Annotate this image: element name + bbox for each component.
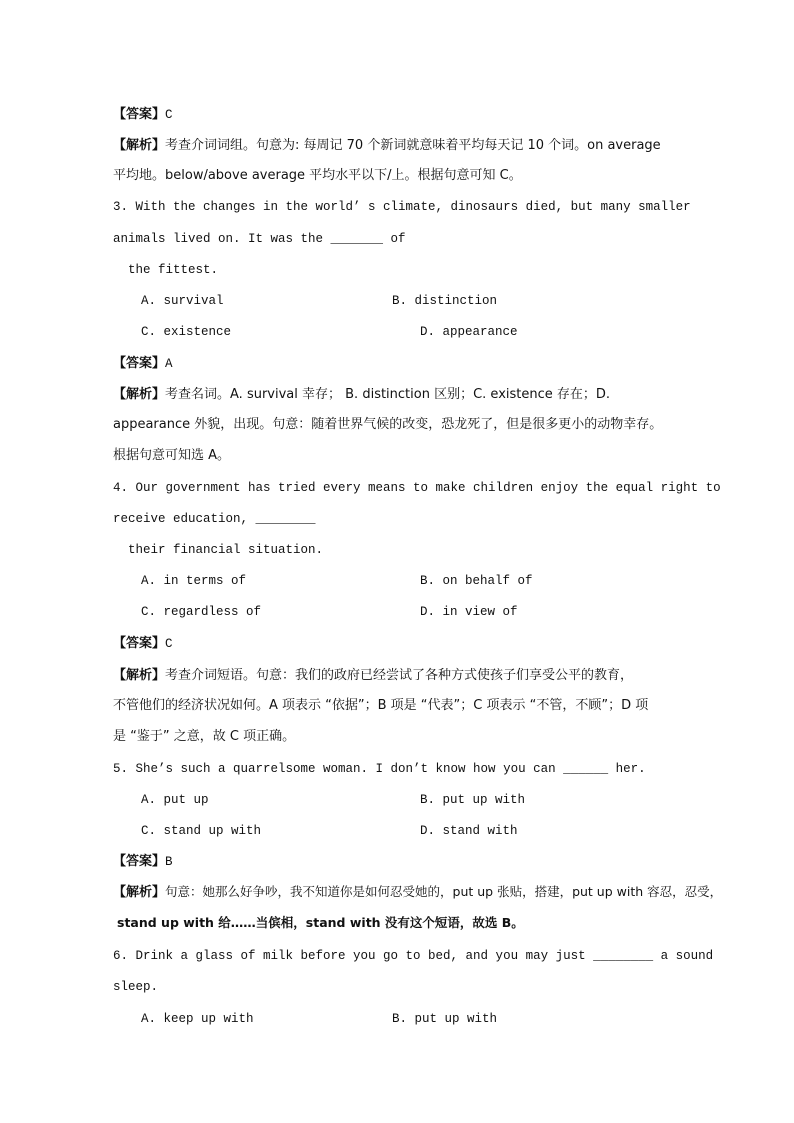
explanation-text: appearance 外貌，出现。句意：随着世界气候的改变，恐龙死了，但是很多更小的动物幸存。 — [113, 417, 663, 432]
explanation-text: 句意：她那么好争吵，我不知道你是如何忍受她的，put up 张贴，搭建，put up with 容忍，忍受， — [165, 884, 723, 899]
explanation-line — [113, 137, 661, 154]
explanation-text: 考查介词词组。句意为: 每周记 70 个新词就意味着平均每天记 10 个词。on average — [165, 138, 661, 153]
question-stem: 6. Drink a glass of milk before you go to bed, and you may just ________ a sound — [113, 949, 714, 963]
question-stem: receive education, ________ — [113, 512, 316, 526]
explanation-text: 考查名词。A. survival 幸存； B. distinction 区别；C. existence 存在；D. — [165, 387, 611, 402]
question-stem: their financial situation. — [128, 543, 324, 557]
answer-line — [113, 853, 173, 870]
option-b: B. put up with — [392, 1012, 498, 1026]
explanation-text: 是 “鉴于” 之意，故 C 项正确。 — [113, 729, 296, 744]
option-b: B. on behalf of — [420, 574, 533, 588]
question-stem: 4. Our government has tried every means to make children enjoy the equal right to — [113, 481, 721, 495]
explanation-label: 【解析】 — [113, 387, 166, 402]
option-b: B. distinction — [392, 294, 498, 308]
option-c: C. stand up with — [141, 824, 262, 838]
option-a: A. keep up with — [141, 1012, 254, 1026]
question-stem: sleep. — [113, 980, 159, 994]
explanation-line — [113, 386, 610, 403]
option-d: D. appearance — [420, 325, 518, 339]
question-stem: 3. With the changes in the world’ s climate, dinosaurs died, but many smaller — [113, 200, 691, 214]
option-d: D. stand with — [420, 824, 518, 838]
explanation-label: 【解析】 — [113, 668, 166, 683]
question-stem: the fittest. — [128, 263, 219, 277]
answer-label: 【答案】 — [113, 107, 166, 122]
answer-value: B — [165, 855, 173, 869]
explanation-line — [113, 884, 722, 901]
explanation-label: 【解析】 — [113, 138, 166, 153]
option-a: A. in terms of — [141, 574, 247, 588]
answer-value: C — [165, 637, 173, 651]
explanation-text: 不管他们的经济状况如何。A 项表示 “依据”；B 项是 “代表”；C 项表示 “不管，不顾”；D 项 — [113, 698, 649, 713]
answer-value: C — [165, 108, 173, 122]
answer-line — [113, 635, 173, 652]
option-b: B. put up with — [420, 793, 526, 807]
question-stem: 5. She’s such a quarrelsome woman. I don’t know how you can ______ her. — [113, 762, 646, 776]
answer-label: 【答案】 — [113, 636, 166, 651]
answer-line — [113, 106, 173, 123]
explanation-text: 平均地。below/above average 平均水平以下/上。根据句意可知 C。 — [113, 168, 522, 183]
explanation-line — [113, 667, 633, 684]
answer-label: 【答案】 — [113, 356, 166, 371]
explanation-text: 考查介词短语。句意：我们的政府已经尝试了各种方式使孩子们享受公平的教育， — [165, 668, 634, 683]
option-a: A. survival — [141, 294, 224, 308]
option-a: A. put up — [141, 793, 209, 807]
question-stem: animals lived on. It was the _______ of — [113, 232, 406, 246]
explanation-text: stand up with 给……当傧相，stand with 没有这个短语，故选 B。 — [117, 915, 524, 930]
explanation-label: 【解析】 — [113, 885, 166, 900]
option-c: C. existence — [141, 325, 232, 339]
explanation-text: 根据句意可知选 A。 — [113, 448, 231, 463]
answer-line — [113, 355, 173, 372]
option-d: D. in view of — [420, 605, 518, 619]
answer-value: A — [165, 357, 173, 371]
answer-label: 【答案】 — [113, 854, 166, 869]
option-c: C. regardless of — [141, 605, 262, 619]
